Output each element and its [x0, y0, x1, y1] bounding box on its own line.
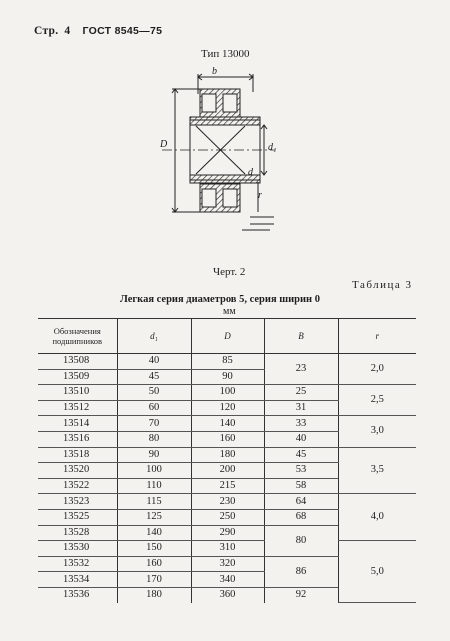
cell-B: 92 — [264, 587, 338, 602]
cell-designation: 13530 — [38, 541, 117, 557]
cell-d1: 45 — [117, 369, 191, 385]
table-row — [38, 416, 416, 432]
cell-d1: 170 — [117, 572, 191, 588]
table-row — [38, 354, 416, 370]
cell-designation: 13525 — [38, 509, 117, 525]
cell-D: 90 — [191, 369, 264, 385]
page-label: Стр. — [34, 25, 59, 37]
cell-designation: 13522 — [38, 478, 117, 494]
cell-D: 140 — [191, 416, 264, 432]
cell-B: 64 — [264, 494, 338, 510]
cell-d1: 115 — [117, 494, 191, 510]
cell-d1: 110 — [117, 478, 191, 494]
col-header-d1: d₁ — [117, 319, 191, 354]
cell-B: 58 — [264, 478, 338, 494]
table-header-row — [38, 319, 416, 354]
cell-designation: 13528 — [38, 525, 117, 541]
col-header-B: B — [264, 319, 338, 354]
col-header-D: D — [191, 319, 264, 354]
cell-d1: 150 — [117, 541, 191, 557]
col-header-designation: Обозначения подшипников — [38, 319, 117, 354]
cell-d1: 40 — [117, 354, 191, 370]
cell-d1: 125 — [117, 509, 191, 525]
cell-D: 85 — [191, 354, 264, 370]
cell-r: 3,0 — [338, 416, 416, 447]
cell-d1: 90 — [117, 447, 191, 463]
cell-D: 340 — [191, 572, 264, 588]
table-title: Легкая серия диаметров 5, серия ширин 0 — [120, 294, 320, 305]
cell-designation: 13516 — [38, 431, 117, 447]
cell-D: 250 — [191, 509, 264, 525]
page-number: 4 — [64, 25, 71, 37]
cell-r: 4,0 — [338, 494, 416, 541]
cell-r: 3,5 — [338, 447, 416, 494]
cell-d1: 140 — [117, 525, 191, 541]
dim-label-b: b — [212, 66, 217, 77]
cell-d1: 100 — [117, 463, 191, 479]
table-row — [38, 494, 416, 510]
cell-d1: 180 — [117, 587, 191, 602]
page-header — [34, 25, 162, 37]
standard-number: ГОСТ 8545—75 — [82, 25, 163, 37]
table-row — [38, 447, 416, 463]
cell-designation: 13520 — [38, 463, 117, 479]
cell-r: 2,5 — [338, 385, 416, 416]
cell-d1: 80 — [117, 431, 191, 447]
cell-D: 160 — [191, 431, 264, 447]
cell-r: 5,0 — [338, 541, 416, 603]
cell-D: 215 — [191, 478, 264, 494]
figure-type-label: Тип 13000 — [201, 48, 250, 60]
cell-designation: 13514 — [38, 416, 117, 432]
cell-D: 230 — [191, 494, 264, 510]
dimensions-table — [38, 318, 416, 603]
cell-B: 53 — [264, 463, 338, 479]
table-unit: мм — [223, 306, 236, 317]
dim-label-d1: d₁ — [268, 142, 277, 153]
dim-label-r: r — [258, 190, 262, 201]
figure-caption: Черт. 2 — [213, 266, 246, 278]
dim-label-d: d — [248, 167, 253, 178]
cell-D: 360 — [191, 587, 264, 602]
cell-designation: 13510 — [38, 385, 117, 401]
cell-B: 33 — [264, 416, 338, 432]
table-row — [38, 385, 416, 401]
cell-designation: 13532 — [38, 556, 117, 572]
cell-d1: 60 — [117, 400, 191, 416]
cell-B: 80 — [264, 525, 338, 556]
cell-B: 23 — [264, 354, 338, 385]
cell-d1: 50 — [117, 385, 191, 401]
table-row — [38, 541, 416, 557]
dim-label-D: D — [160, 139, 168, 150]
cell-D: 200 — [191, 463, 264, 479]
cell-B: 25 — [264, 385, 338, 401]
cell-designation: 13534 — [38, 572, 117, 588]
cell-D: 310 — [191, 541, 264, 557]
cell-B: 40 — [264, 431, 338, 447]
cell-d1: 70 — [117, 416, 191, 432]
cell-B: 68 — [264, 509, 338, 525]
cell-d1: 160 — [117, 556, 191, 572]
table-body — [38, 354, 416, 603]
table-number: Таблица 3 — [352, 279, 413, 291]
cell-D: 290 — [191, 525, 264, 541]
cell-designation: 13509 — [38, 369, 117, 385]
cell-designation: 13508 — [38, 354, 117, 370]
cell-D: 120 — [191, 400, 264, 416]
cell-B: 31 — [264, 400, 338, 416]
cell-designation: 13518 — [38, 447, 117, 463]
cell-designation: 13536 — [63, 589, 90, 601]
cell-D: 180 — [191, 447, 264, 463]
cell-r: 2,0 — [338, 354, 416, 385]
col-header-r: r — [338, 319, 416, 354]
cell-designation: 13523 — [38, 494, 117, 510]
cell-D: 320 — [191, 556, 264, 572]
cell-B: 86 — [264, 556, 338, 587]
cell-designation: 13512 — [38, 400, 117, 416]
cell-D: 100 — [191, 385, 264, 401]
cell-B: 45 — [264, 447, 338, 463]
